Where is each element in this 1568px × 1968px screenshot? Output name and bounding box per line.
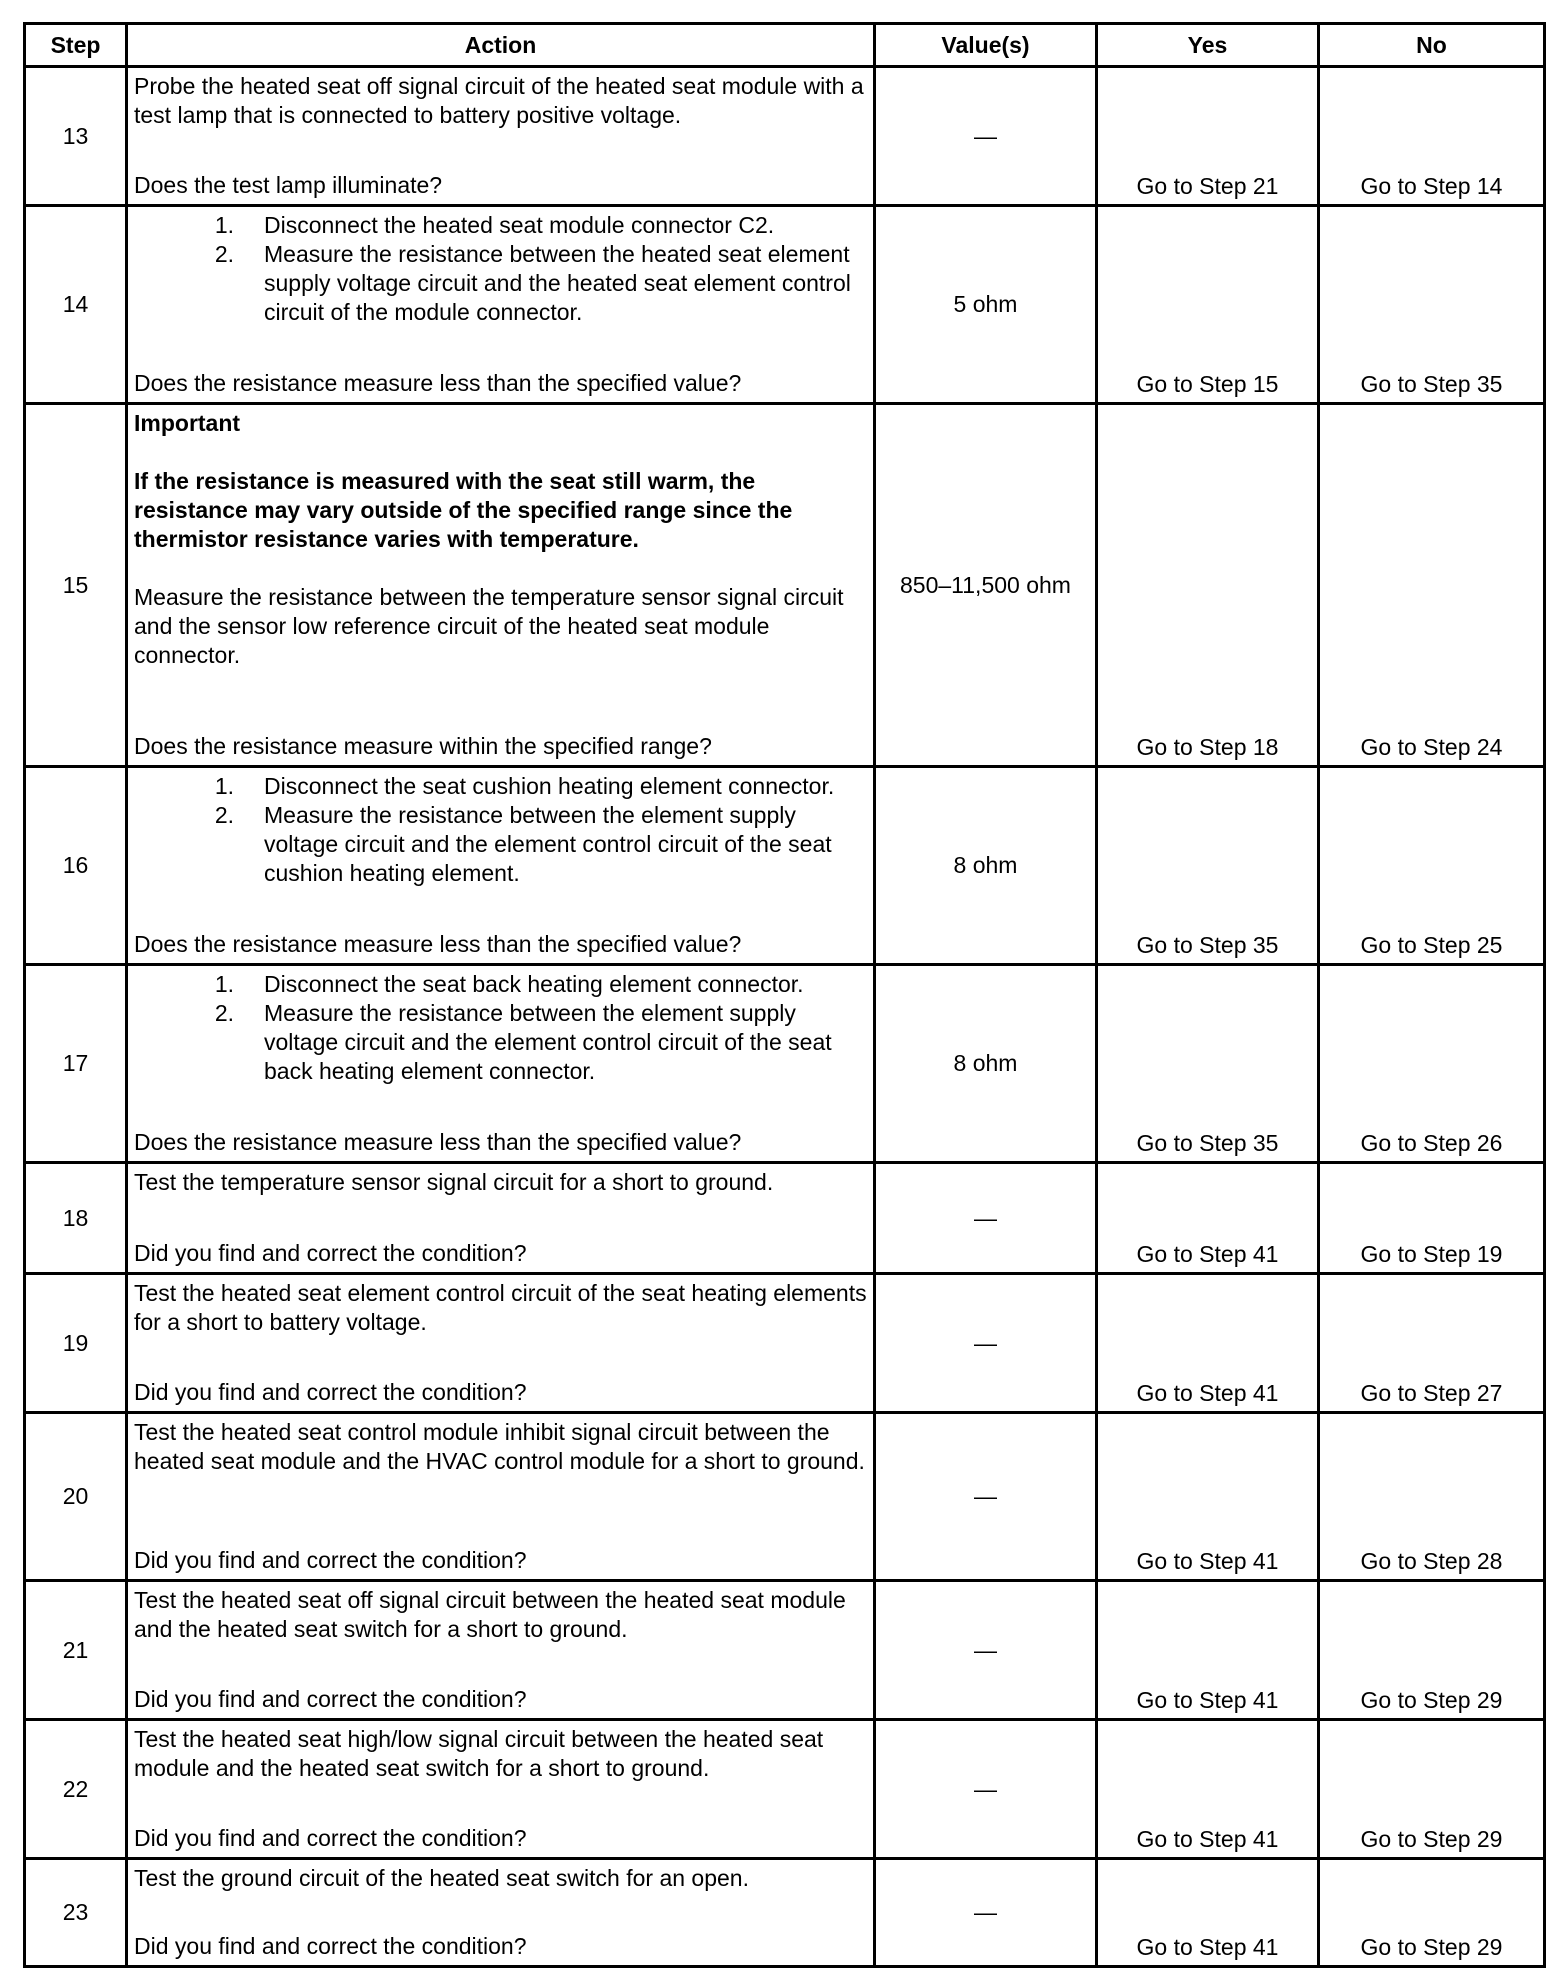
action-text: Test the temperature sensor signal circuit for a short to ground.	[134, 1169, 774, 1195]
yes-cell: Go to Step 41	[1097, 1163, 1319, 1274]
header-yes: Yes	[1097, 24, 1319, 67]
no-cell: Go to Step 27	[1319, 1274, 1545, 1413]
action-cell	[127, 67, 875, 206]
table-row	[25, 965, 1545, 1163]
action-text: Test the heated seat element control circuit of the seat heating elements for a short to battery voltage.	[134, 1280, 867, 1335]
value-cell: —	[875, 67, 1097, 206]
action-question: Does the resistance measure less than the specified value?	[134, 370, 742, 396]
table-row	[25, 1163, 1545, 1274]
yes-cell: Go to Step 35	[1097, 965, 1319, 1163]
header-step: Step	[25, 24, 127, 67]
action-cell	[127, 1274, 875, 1413]
step-number: 18	[25, 1163, 127, 1274]
table-row	[25, 1581, 1545, 1720]
header-action: Action	[127, 24, 875, 67]
header-row	[25, 24, 1545, 67]
important-title: Important	[134, 410, 241, 436]
header-values: Value(s)	[875, 24, 1097, 67]
step-number: 14	[25, 206, 127, 404]
list-item: 2. Measure the resistance between the element supply voltage circuit and the element control circuit of the seat cushion heating element.	[214, 802, 832, 886]
action-question: Does the resistance measure less than the specified value?	[134, 1129, 742, 1155]
yes-cell: Go to Step 35	[1097, 767, 1319, 965]
no-cell: Go to Step 14	[1319, 67, 1545, 206]
action-cell	[127, 1720, 875, 1859]
value-cell: —	[875, 1581, 1097, 1720]
action-cell	[127, 965, 875, 1163]
action-cell	[127, 767, 875, 965]
yes-cell: Go to Step 15	[1097, 206, 1319, 404]
table-row	[25, 767, 1545, 965]
action-cell	[127, 1581, 875, 1720]
action-question: Did you find and correct the condition?	[134, 1686, 527, 1712]
action-question: Does the resistance measure within the specified range?	[134, 733, 712, 759]
step-number: 16	[25, 767, 127, 965]
action-cell	[127, 1163, 875, 1274]
no-cell: Go to Step 29	[1319, 1581, 1545, 1720]
action-cell	[127, 1859, 875, 1967]
action-question: Does the test lamp illuminate?	[134, 172, 443, 198]
yes-cell: Go to Step 41	[1097, 1413, 1319, 1581]
table-row	[25, 1720, 1545, 1859]
value-cell: 5 ohm	[875, 206, 1097, 404]
no-cell: Go to Step 24	[1319, 404, 1545, 767]
table-row	[25, 1274, 1545, 1413]
no-cell: Go to Step 35	[1319, 206, 1545, 404]
value-cell: —	[875, 1163, 1097, 1274]
action-cell	[127, 206, 875, 404]
table-row	[25, 404, 1545, 767]
action-text: Test the heated seat high/low signal circuit between the heated seat module and the heated seat switch for a short to ground.	[134, 1726, 824, 1781]
no-cell: Go to Step 28	[1319, 1413, 1545, 1581]
action-text: Probe the heated seat off signal circuit of the heated seat module with a test lamp that is connected to battery positive voltage.	[134, 73, 864, 128]
yes-cell: Go to Step 41	[1097, 1720, 1319, 1859]
procedure-list	[134, 970, 867, 1086]
action-question: Did you find and correct the condition?	[134, 1547, 527, 1573]
no-cell: Go to Step 25	[1319, 767, 1545, 965]
procedure-list	[134, 772, 867, 888]
table-row	[25, 206, 1545, 404]
value-cell: —	[875, 1859, 1097, 1967]
step-number: 20	[25, 1413, 127, 1581]
action-cell	[127, 1413, 875, 1581]
table-row	[25, 1859, 1545, 1967]
action-question: Did you find and correct the condition?	[134, 1825, 527, 1851]
no-cell: Go to Step 19	[1319, 1163, 1545, 1274]
yes-cell: Go to Step 41	[1097, 1581, 1319, 1720]
important-text: If the resistance is measured with the seat still warm, the resistance may vary outside of the specified range since the thermistor resistance varies with temperature.	[134, 468, 793, 552]
header-no: No	[1319, 24, 1545, 67]
list-item: 1. Disconnect the seat cushion heating element connector.	[214, 773, 835, 799]
no-cell: Go to Step 29	[1319, 1720, 1545, 1859]
procedure-list	[134, 211, 867, 327]
yes-cell: Go to Step 21	[1097, 67, 1319, 206]
action-question: Does the resistance measure less than the specified value?	[134, 931, 742, 957]
list-item: 2. Measure the resistance between the heated seat element supply voltage circuit and the heated seat element control circuit of the module connector.	[214, 241, 851, 325]
yes-cell: Go to Step 41	[1097, 1274, 1319, 1413]
step-number: 19	[25, 1274, 127, 1413]
step-number: 23	[25, 1859, 127, 1967]
value-cell: 8 ohm	[875, 965, 1097, 1163]
no-cell: Go to Step 26	[1319, 965, 1545, 1163]
yes-cell: Go to Step 41	[1097, 1859, 1319, 1967]
step-number: 22	[25, 1720, 127, 1859]
list-item: 1. Disconnect the heated seat module connector C2.	[214, 212, 775, 238]
action-text: Test the heated seat control module inhibit signal circuit between the heated seat module and the HVAC control module for a short to ground.	[134, 1419, 865, 1474]
list-item: 1. Disconnect the seat back heating element connector.	[214, 971, 804, 997]
table-row	[25, 1413, 1545, 1581]
value-cell: 850–11,500 ohm	[875, 404, 1097, 767]
table-row	[25, 67, 1545, 206]
step-number: 17	[25, 965, 127, 1163]
value-cell: —	[875, 1413, 1097, 1581]
action-text: Measure the resistance between the temperature sensor signal circuit and the sensor low reference circuit of the heated seat module connector.	[134, 584, 844, 668]
yes-cell: Go to Step 18	[1097, 404, 1319, 767]
value-cell: —	[875, 1274, 1097, 1413]
action-question: Did you find and correct the condition?	[134, 1933, 527, 1959]
action-cell	[127, 404, 875, 767]
step-number: 13	[25, 67, 127, 206]
action-question: Did you find and correct the condition?	[134, 1240, 527, 1266]
action-text: Test the ground circuit of the heated seat switch for an open.	[134, 1865, 749, 1891]
value-cell: 8 ohm	[875, 767, 1097, 965]
value-cell: —	[875, 1720, 1097, 1859]
action-text: Test the heated seat off signal circuit between the heated seat module and the heated seat switch for a short to ground.	[134, 1587, 846, 1642]
action-question: Did you find and correct the condition?	[134, 1379, 527, 1405]
diagnostic-table	[23, 22, 1546, 1968]
list-item: 2. Measure the resistance between the element supply voltage circuit and the element control circuit of the seat back heating element connector.	[214, 1000, 832, 1084]
step-number: 15	[25, 404, 127, 767]
no-cell: Go to Step 29	[1319, 1859, 1545, 1967]
step-number: 21	[25, 1581, 127, 1720]
